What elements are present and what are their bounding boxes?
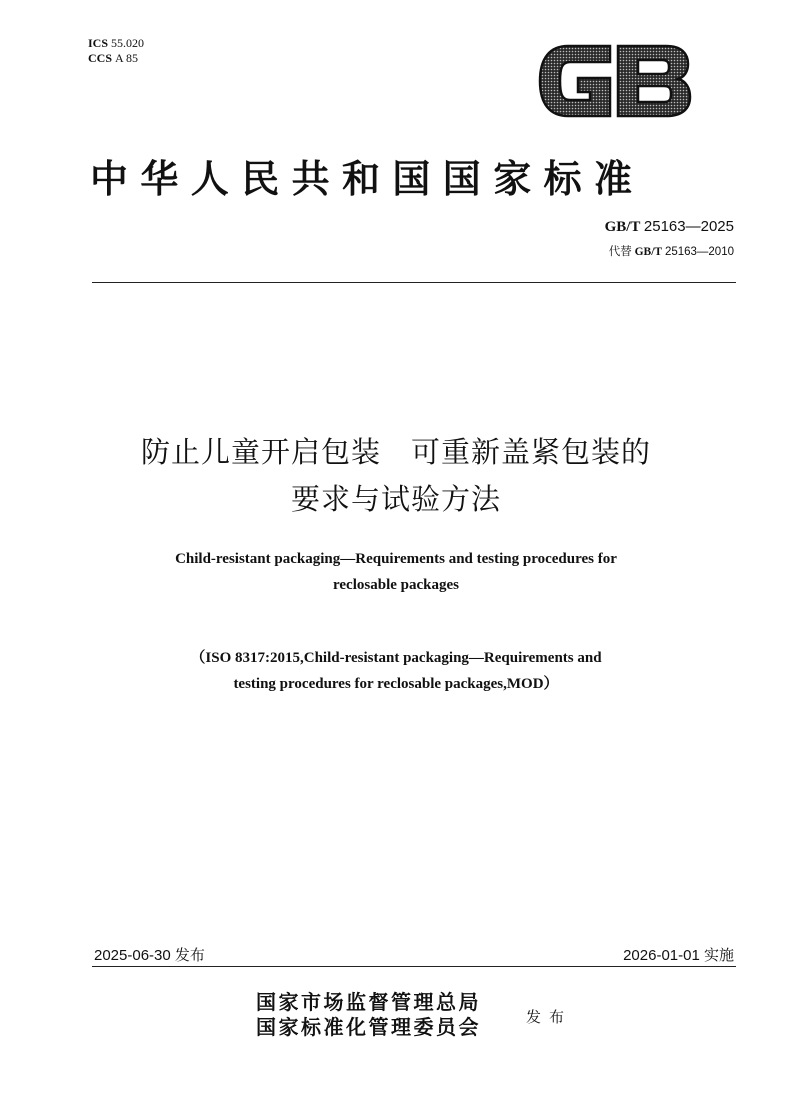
title-en-line2: reclosable packages <box>333 577 459 593</box>
publish-label: 发布 <box>526 1008 573 1026</box>
standard-prefix: GB/T <box>604 219 641 235</box>
issuer-sac: 国家标准化管理委员会 <box>256 1015 481 1039</box>
replaces-number: 25163—2010 <box>664 246 734 258</box>
bottom-divider <box>92 966 736 967</box>
iso-reference <box>0 645 792 697</box>
replaces-label: 代替 <box>608 246 632 258</box>
replaces-standard <box>609 243 734 259</box>
ccs-label: CCS <box>88 51 113 65</box>
implementation-date: 2026-01-01 实施 <box>623 947 734 964</box>
national-standard-title: 中华人民共和国国家标准 <box>90 156 645 201</box>
title-english <box>0 546 792 598</box>
ics-code <box>88 36 144 51</box>
title-zh-line2: 要求与试验方法 <box>290 482 501 516</box>
replaces-prefix: GB/T <box>634 246 663 258</box>
standard-number-value: 25163—2025 <box>643 218 734 235</box>
ccs-code <box>88 51 144 66</box>
issuing-authorities <box>256 990 481 1040</box>
ics-value: 55.020 <box>111 36 145 50</box>
issue-date: 2025-06-30 发布 <box>94 947 205 964</box>
classification-codes <box>88 36 144 66</box>
ics-label: ICS <box>88 36 109 50</box>
gb-logo <box>538 44 692 118</box>
top-divider <box>92 282 736 283</box>
iso-reference-line1: （ISO 8317:2015,Child-resistant packaging—Requirements and <box>190 650 602 666</box>
ccs-value: A 85 <box>115 51 139 65</box>
standard-number <box>605 218 734 236</box>
title-zh-line1: 防止儿童开启包装 可重新盖紧包装的 <box>140 435 651 469</box>
issuer-samr: 国家市场监督管理总局 <box>256 990 481 1014</box>
title-en-line1: Child-resistant packaging—Requirements and testing procedures for <box>175 551 617 567</box>
iso-reference-line2: testing procedures for reclosable packages,MOD） <box>233 676 559 692</box>
